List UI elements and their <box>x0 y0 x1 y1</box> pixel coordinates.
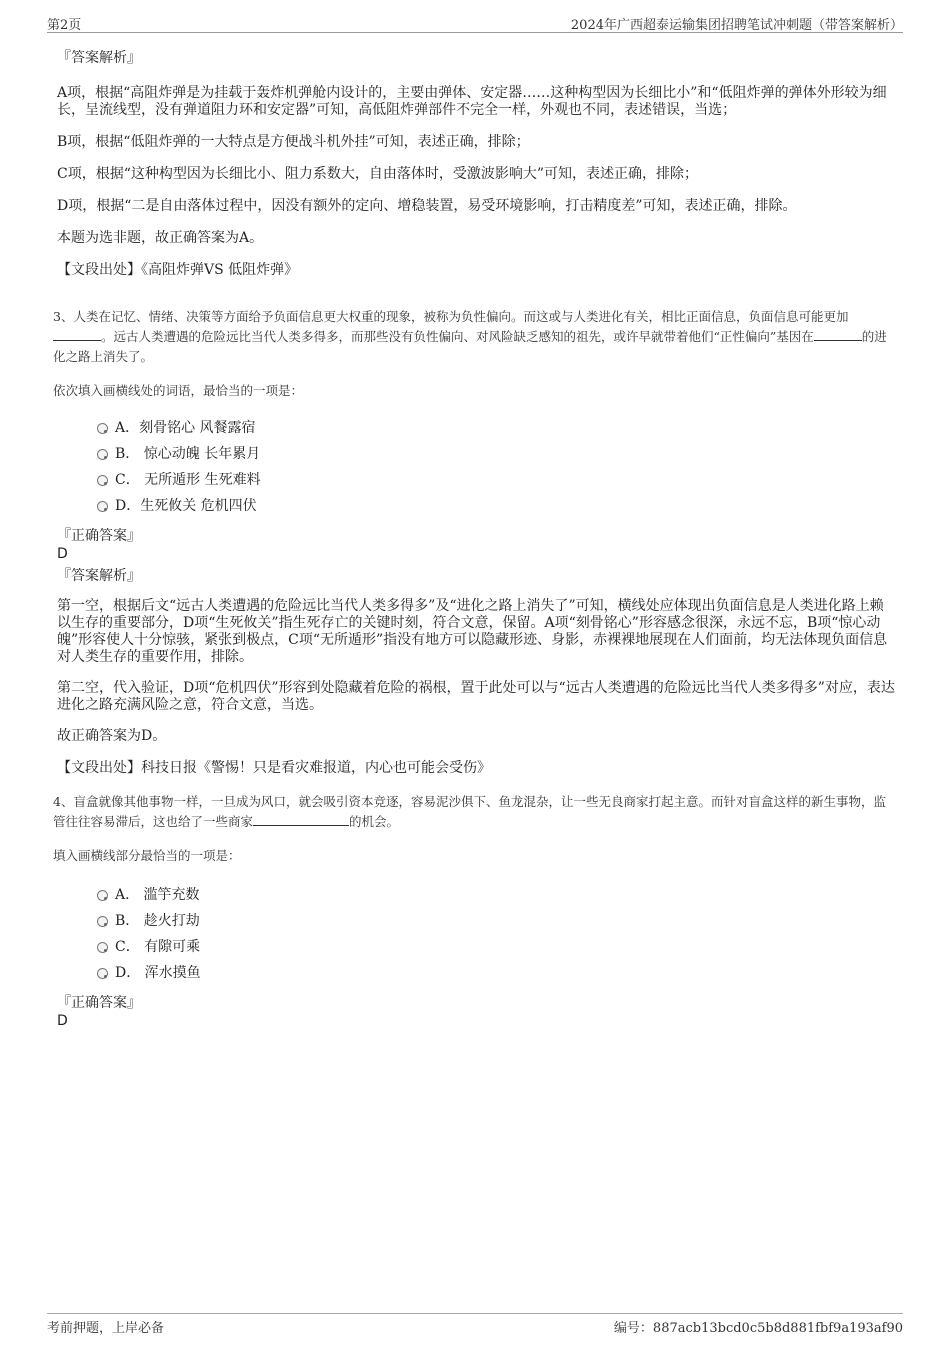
option-b[interactable]: B． 趁火打劫 <box>57 908 897 934</box>
fill-blank-2 <box>814 328 862 341</box>
answer-analysis-label: 『答案解析』 <box>57 50 141 66</box>
page-number: 第2页 <box>47 18 82 33</box>
analysis-blank-2: 第二空，代入验证，D项“危机四伏”形容到处隐藏着危险的祸根，置于此处可以与“远古人类遭遇的危险远比当代人类多得多”对应，表达进化之路充满风险之意，符合文意，当选。 <box>57 680 895 713</box>
analysis-option-b: B项，根据“低阻炸弹的一大特点是方便战斗机外挂”可知，表述正确，排除； <box>57 134 530 150</box>
text-source: 【文段出处】科技日报《警惕！只是看灾难报道，内心也可能会受伤》 <box>57 760 491 776</box>
option-b[interactable]: B． 惊心动魄 长年累月 <box>57 441 897 467</box>
radio-icon[interactable] <box>97 423 108 434</box>
question-4-stem: 4、盲盒就像其他事物一样，一旦成为风口，就会吸引资本竞逐，容易泥沙俱下、鱼龙混杂，让一些无良商家打起主意。而针对盲盒这样的新生事物，监管往往容易滞后，这也给了一些商家 的机会。 <box>53 794 886 829</box>
radio-icon[interactable] <box>97 916 108 927</box>
question-4-prompt: 填入画横线部分最恰当的一项是： <box>53 848 241 863</box>
footer-slogan: 考前押题，上岸必备 <box>47 1321 165 1336</box>
option-c[interactable]: C． 有隙可乘 <box>57 934 897 960</box>
document-title: 2024年广西超泰运输集团招聘笔试冲刺题（带答案解析） <box>570 18 903 33</box>
answer-analysis-label: 『答案解析』 <box>57 568 141 584</box>
fill-blank-1 <box>53 328 101 341</box>
option-c[interactable]: C． 无所遁形 生死难料 <box>57 467 897 493</box>
radio-icon[interactable] <box>97 475 108 486</box>
correct-answer-label: 『正确答案』 <box>57 995 141 1011</box>
option-d[interactable]: D．生死攸关 危机四伏 <box>57 493 897 519</box>
analysis-option-c: C项，根据“这种构型因为长细比小、阻力系数大，自由落体时，受激波影响大”可知，表述正确，排除； <box>57 166 699 182</box>
correct-answer-value: D <box>57 546 68 562</box>
document-code: 编号：887acb13bcd0c5b8d881fbf9a193af90 <box>613 1321 903 1336</box>
question-4-options <box>57 882 897 986</box>
option-a[interactable]: A． 滥竽充数 <box>57 882 897 908</box>
correct-answer-label: 『正确答案』 <box>57 528 141 544</box>
radio-icon[interactable] <box>97 501 108 512</box>
question-3-stem: 3、人类在记忆、情绪、决策等方面给予负面信息更大权重的现象，被称为负性偏向。而这或与人类进化有关，相比正面信息，负面信息可能更加。远古人类遭遇的危险远比当代人类多得多，而那些没有负性偏向、对风险缺乏感知的祖先，或许早就带着他们“正性偏向”基因在 的进化之路上消失了。 <box>53 309 887 364</box>
page-footer <box>47 1313 903 1334</box>
analysis-conclusion: 本题为选非题，故正确答案为A。 <box>57 230 264 246</box>
option-a[interactable]: A．刻骨铭心 风餐露宿 <box>57 415 897 441</box>
analysis-option-d: D项，根据“二是自由落体过程中，因没有额外的定向、增稳装置，易受环境影响，打击精度差”可知，表述正确，排除。 <box>57 198 797 214</box>
analysis-blank-1: 第一空，根据后文“远古人类遭遇的危险远比当代人类多得多”及“进化之路上消失了”可知，横线处应体现出负面信息是人类进化路上赖以生存的重要部分，D项“生死攸关”指生死存亡的关键时刻，符合文意，保留。A项“刻骨铭心”形容感念很深，永远不忘，B项“惊心动魄”形容使人十分惊骇，紧张到极点，C项“无所遁形”指没有地方可以隐藏形迹、身影，赤裸裸地展现在人们面前，均无法体现负面信息对人类生存的重要作用，排除。 <box>57 598 888 665</box>
question-3-options <box>57 415 897 519</box>
radio-icon[interactable] <box>97 968 108 979</box>
page-header <box>47 14 903 33</box>
radio-icon[interactable] <box>97 942 108 953</box>
page-content <box>53 42 897 1029</box>
text-source: 【文段出处】《高阻炸弹VS 低阻炸弹》 <box>57 262 299 278</box>
fill-blank <box>253 813 349 826</box>
correct-answer-value: D <box>57 1013 68 1029</box>
option-d[interactable]: D． 浑水摸鱼 <box>57 960 897 986</box>
radio-icon[interactable] <box>97 449 108 460</box>
analysis-option-a: A项，根据“高阻炸弹是为挂载于轰炸机弹舱内设计的，主要由弹体、安定器……这种构型因为长细比小”和“低阻炸弹的弹体外形较为细长，呈流线型，没有弹道阻力环和安定器”可知，高低阻炸弹部件不完全一样，外观也不同，表述错误，当选； <box>57 85 887 118</box>
question-3-prompt: 依次填入画横线处的词语，最恰当的一项是： <box>53 383 304 398</box>
analysis-conclusion: 故正确答案为D。 <box>57 728 167 744</box>
radio-icon[interactable] <box>97 890 108 901</box>
